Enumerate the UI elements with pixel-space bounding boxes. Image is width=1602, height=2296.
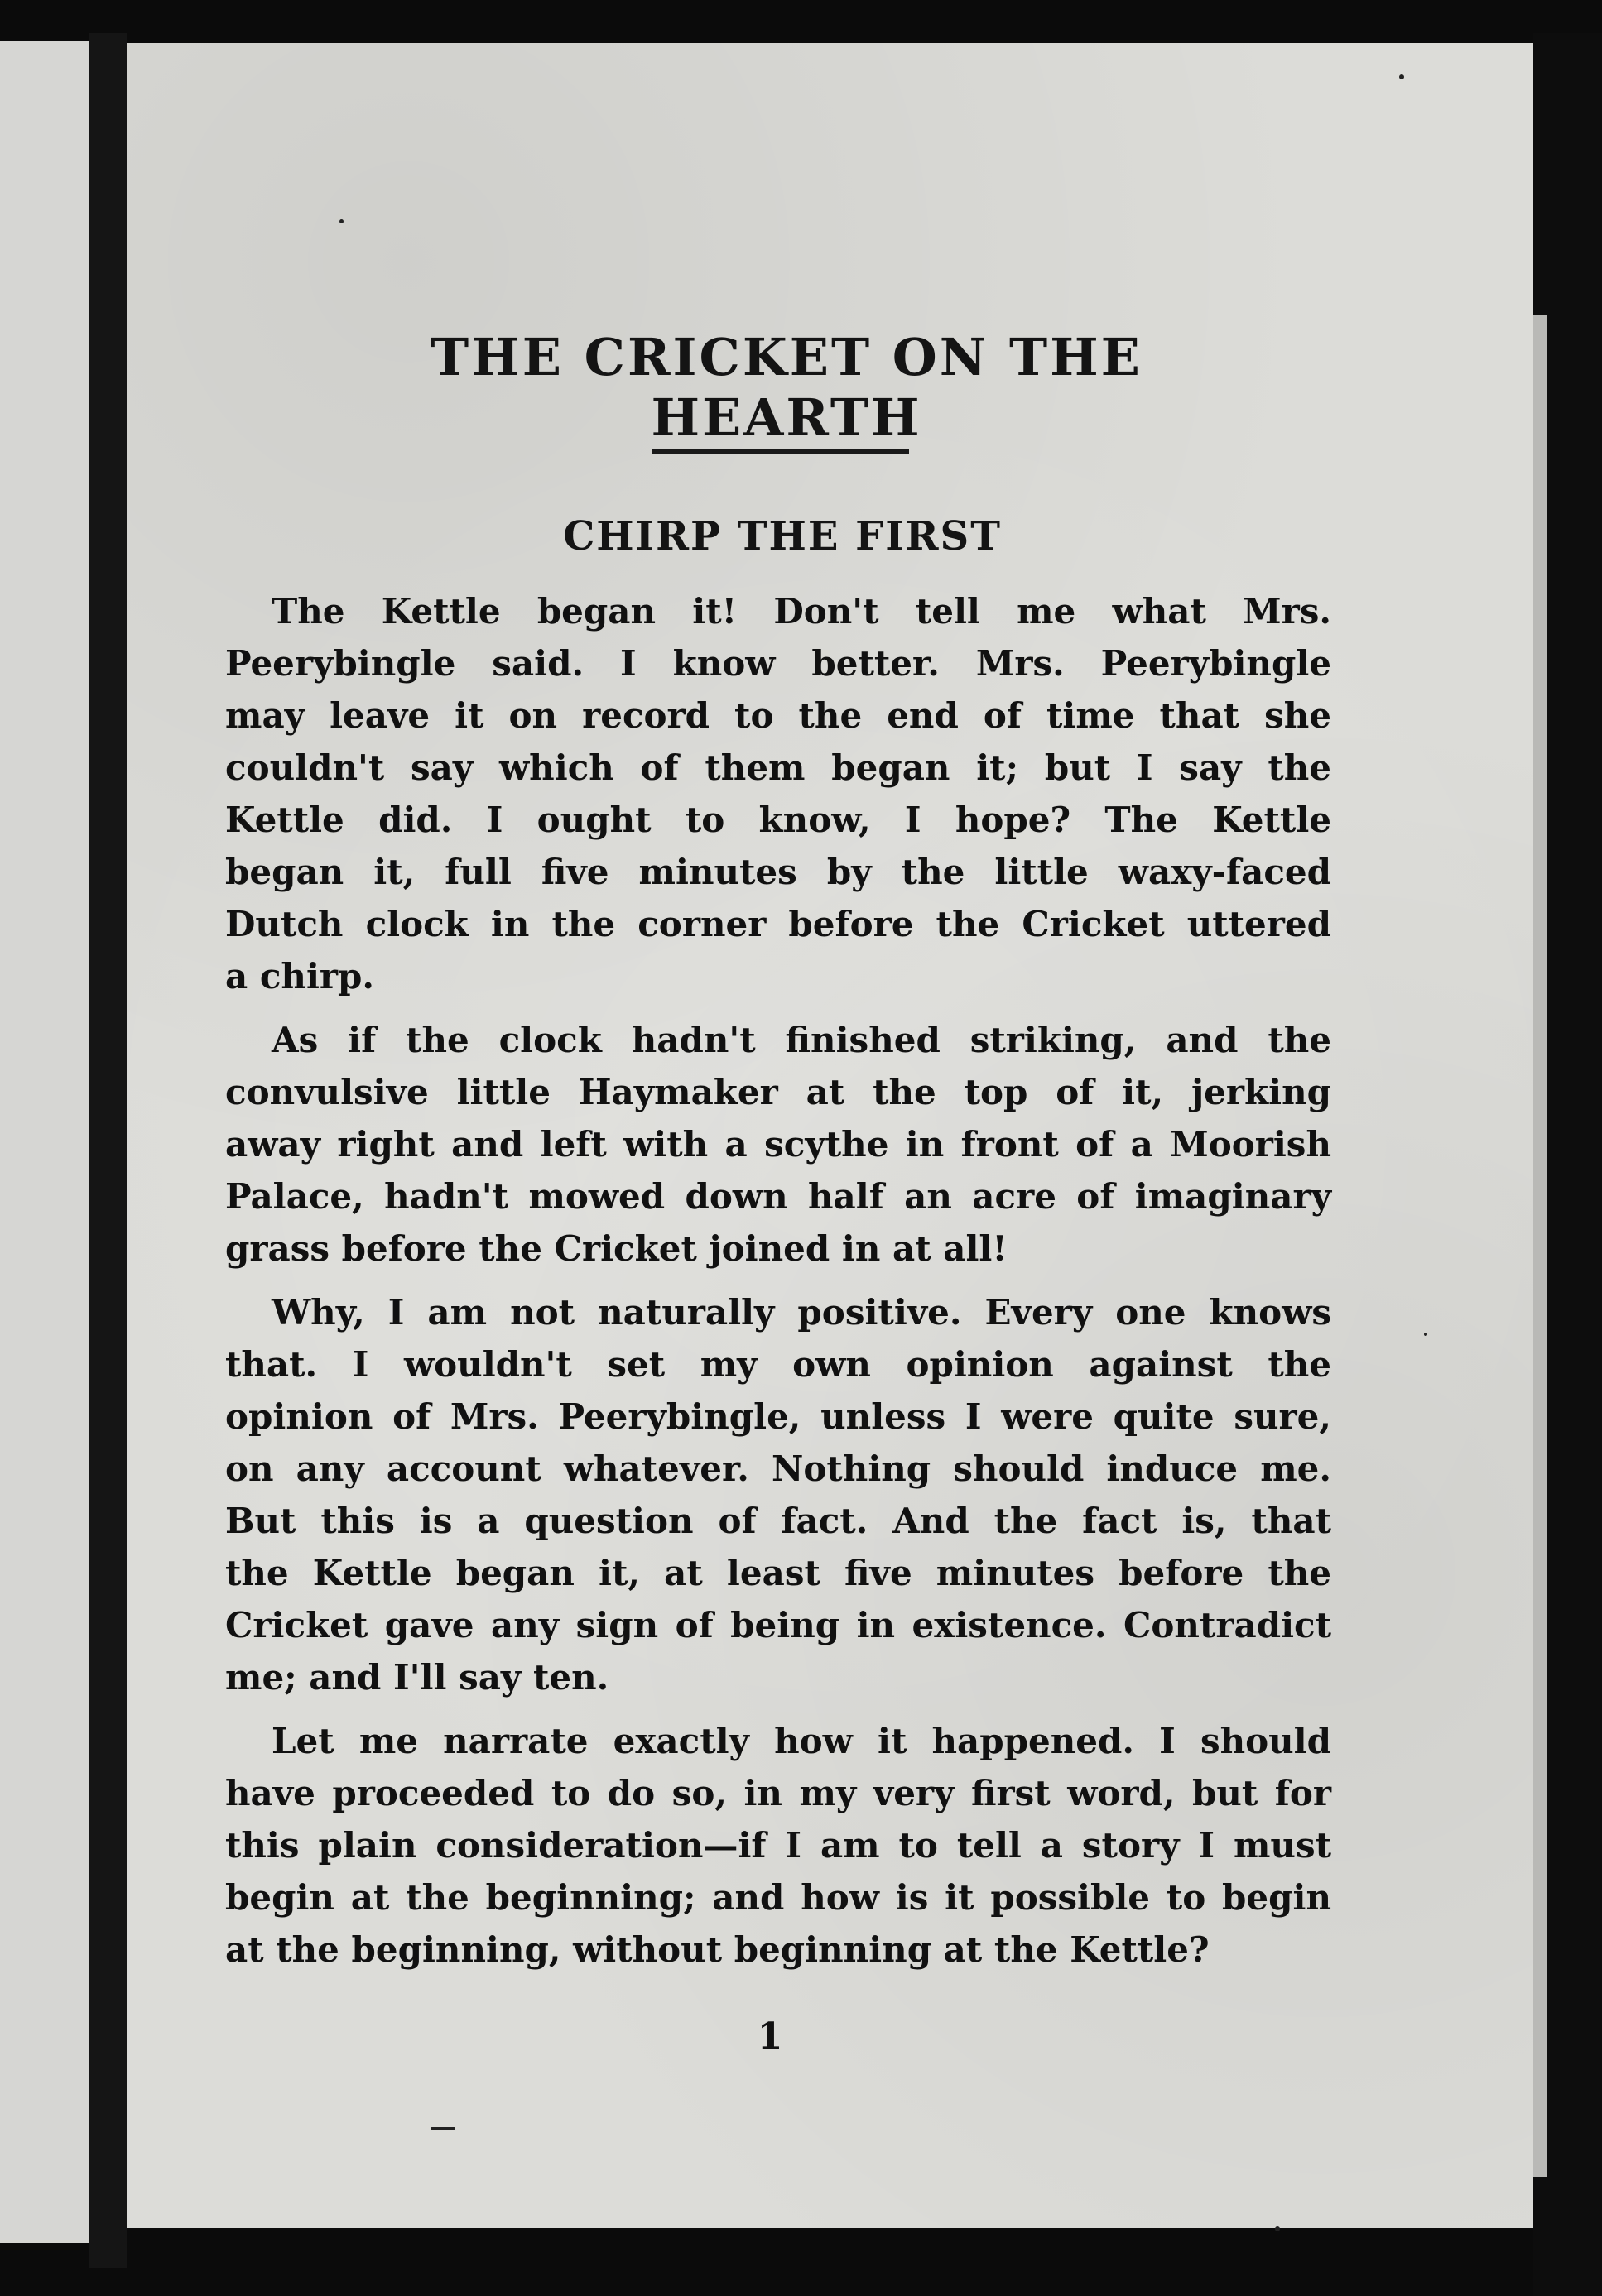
- text-line: Let me narrate exactly how it happened. I should: [272, 1721, 1331, 1761]
- scan-speck: [1399, 74, 1404, 79]
- text-line: on any account whatever. Nothing should induce me.: [225, 1448, 1331, 1489]
- facing-page-edge: [0, 41, 89, 2243]
- page-number: 1: [757, 2015, 783, 2058]
- text-line: began it, full five minutes by the little waxy-faced: [225, 852, 1331, 892]
- text-line: opinion of Mrs. Peerybingle, unless I were quite sure,: [225, 1396, 1331, 1437]
- paragraph-2: [225, 1014, 1331, 1275]
- title-rule-divider: [652, 449, 909, 454]
- text-line: Kettle did. I ought to know, I hope? The Kettle: [225, 800, 1331, 840]
- scan-speck: [431, 2127, 455, 2130]
- text-line: Cricket gave any sign of being in existence. Contradict: [225, 1605, 1331, 1645]
- text-line: grass before the Cricket joined in at all!: [225, 1228, 1008, 1269]
- book-title: THE CRICKET ON THE HEARTH: [431, 327, 1143, 448]
- text-line: me; and I'll say ten.: [225, 1657, 609, 1698]
- text-line: have proceeded to do so, in my very first word, but for: [225, 1773, 1331, 1813]
- text-line: convulsive little Haymaker at the top of it, jerking: [225, 1072, 1331, 1112]
- text-line: may leave it on record to the end of time that she: [225, 695, 1331, 736]
- text-line: But this is a question of fact. And the fact is, that: [225, 1501, 1331, 1541]
- text-line: couldn't say which of them began it; but I say the: [225, 747, 1331, 788]
- text-line: a chirp.: [225, 956, 375, 997]
- scan-speck: [1424, 1333, 1427, 1336]
- text-line: Dutch clock in the corner before the Cricket uttered: [225, 904, 1331, 944]
- text-line: Peerybingle said. I know better. Mrs. Peerybingle: [225, 643, 1331, 684]
- text-line: Why, I am not naturally positive. Every one knows: [272, 1292, 1331, 1333]
- text-line: begin at the beginning; and how is it possible to begin: [225, 1877, 1331, 1918]
- scan-speck: [1275, 2226, 1280, 2231]
- text-line: at the beginning, without beginning at the Kettle?: [225, 1929, 1210, 1970]
- text-line: that. I wouldn't set my own opinion against the: [225, 1344, 1331, 1385]
- text-line: Palace, hadn't mowed down half an acre of imaginary: [225, 1176, 1331, 1217]
- scan-speck: [339, 219, 344, 223]
- paragraph-3: [225, 1286, 1331, 1703]
- page-edge-right: [1533, 315, 1547, 2177]
- text-line: The Kettle began it! Don't tell me what Mrs.: [272, 591, 1331, 632]
- text-line: As if the clock hadn't finished striking, and the: [272, 1020, 1331, 1060]
- paragraph-1: [225, 585, 1331, 1002]
- body-text: [225, 585, 1331, 1987]
- text-line: away right and left with a scythe in front of a Moorish: [225, 1124, 1331, 1165]
- paragraph-4: [225, 1715, 1331, 1976]
- book-gutter: [89, 33, 127, 2268]
- text-line: this plain consideration—if I am to tell a story I must: [225, 1825, 1331, 1866]
- text-line: the Kettle began it, at least five minutes before the: [225, 1553, 1331, 1593]
- chapter-heading: CHIRP THE FIRST: [563, 513, 1002, 560]
